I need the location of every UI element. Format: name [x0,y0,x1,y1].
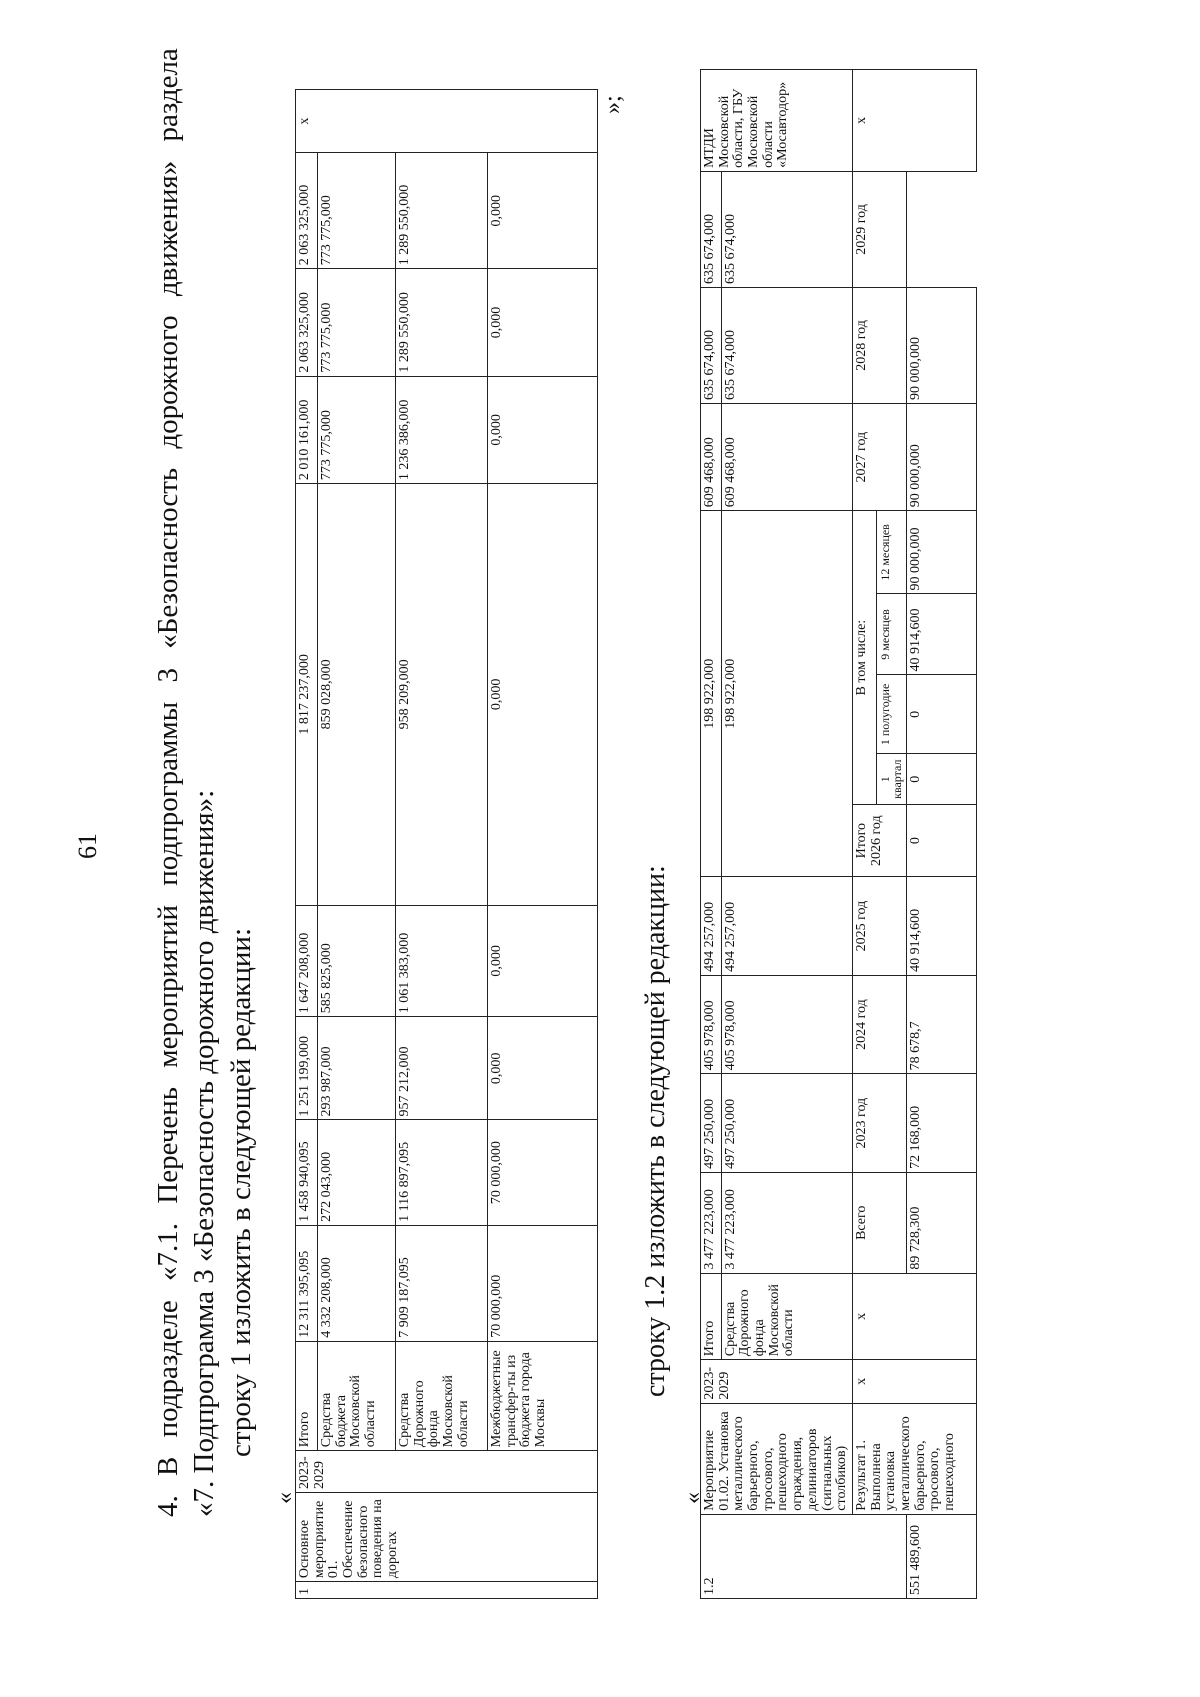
cell-2029: 635 674,000 [701,171,722,287]
cell-2029: 1 289 550,000 [396,153,488,269]
source: Итого [296,1341,318,1450]
measure-name: Мероприятие 01.02. Установка металлического барьерного, тросового, пешеходного ограждения, делиниаторов (сигнальных столбиков) [701,1403,853,1514]
cell-2026: 0,000 [488,484,598,905]
source: Средства Дорожного фонда Московской области [396,1341,488,1450]
close-quote: »; [600,95,626,114]
table-row [296,90,318,1599]
table-row [396,90,488,1599]
source: Средства Дорожного фонда Московской области [721,1273,852,1360]
cell-2026: 958 209,000 [396,484,488,905]
value-m9: 0 [907,675,977,754]
cell-2027: 0,000 [488,376,598,483]
cell-2026: 198 922,000 [721,511,852,877]
header-2029: 2029 год [852,171,906,287]
heading-line-1: 4. В подразделе «7.1. Перечень мероприятий подпрограммы 3 «Безопасность дорожного движения» раздела [152,48,184,1517]
cell-total: 70 000,000 [488,1225,598,1341]
row-number: 1 [296,1582,598,1599]
header-including: В том числе: [852,511,876,805]
cell-2025: 494 257,000 [721,877,852,976]
result-x: х [852,70,976,172]
table-1 [295,89,598,1599]
cell-2023: 272 043,000 [318,1120,396,1225]
header-m12: 12 месяцев [876,511,906,594]
result-name: Результат 1. Выполнена установка металлического барьерного, тросового, пешеходного [852,1403,976,1514]
period: 2023-2029 [701,1360,853,1403]
source: Межбюджетные трансфер-ты из бюджета города Москвы [488,1341,598,1450]
value-q1: 0 [907,805,977,877]
period: 2023-2029 [296,1451,598,1493]
result-x: х [852,1360,976,1403]
value-total: 551 489,600 [907,1514,977,1598]
cell-2023: 70 000,000 [488,1120,598,1225]
cell-2024: 405 978,000 [701,975,722,1074]
cell-2025: 1 061 383,000 [396,905,488,1017]
cell-2023: 497 250,000 [721,1074,852,1173]
cell-2029: 0,000 [488,153,598,269]
value-2026: 40 914,600 [907,877,977,976]
cell-2026: 198 922,000 [701,511,722,877]
table-2 [700,69,977,1599]
header-2027: 2027 год [852,403,906,510]
header-m9: 9 месяцев [876,594,906,675]
cell-2025: 1 647 208,000 [296,905,318,1017]
value-2027: 90 000,000 [907,511,977,594]
cell-2028: 0,000 [488,269,598,376]
value-2028: 90 000,000 [907,403,977,510]
cell-2029: 773 775,000 [318,153,396,269]
cell-2024: 293 987,000 [318,1017,396,1120]
cell-2029: 2 063 325,000 [296,153,318,269]
cell-2026: 1 817 237,000 [296,484,318,905]
value-2023: 89 728,300 [907,1172,977,1273]
table-row [701,70,722,1599]
open-quote-2: « [680,1492,706,1504]
cell-2027: 773 775,000 [318,376,396,483]
cell-2025: 585 825,000 [318,905,396,1017]
subheading: строку 1.2 изложить в следующей редакции: [640,865,671,1397]
cell-total: 3 477 223,000 [721,1172,852,1273]
cell-2024: 957 212,000 [396,1017,488,1120]
source: Итого [701,1273,722,1360]
cell-2027: 609 468,000 [701,403,722,510]
cell-2024: 405 978,000 [721,975,852,1074]
cell-2025: 494 257,000 [701,877,722,976]
cell-total: 12 311 395,095 [296,1225,318,1341]
cell-total: 7 909 187,095 [396,1225,488,1341]
cell-2029: 635 674,000 [721,171,852,287]
cell-2024: 1 251 199,000 [296,1017,318,1120]
table-row [318,90,396,1599]
header-2024: 2024 год [852,975,906,1074]
responsible: МТДИ Московской области, ГБУ Московской области «Мосавтодор» [701,70,853,172]
row-number: 1.2 [701,1514,907,1598]
value-2025: 78 678,7 [907,975,977,1074]
measure-name: Основное мероприятие 01. Обеспечение безопасного поведения на дорогах [296,1492,598,1581]
cell-2027: 609 468,000 [721,403,852,510]
cell-2028: 773 775,000 [318,269,396,376]
cell-2023: 1 116 897,095 [396,1120,488,1225]
cell-2028: 635 674,000 [721,287,852,403]
cell-2023: 1 458 940,095 [296,1120,318,1225]
header-h1: 1 полугодие [876,675,906,754]
page-number: 61 [73,833,102,859]
cell-2024: 0,000 [488,1017,598,1120]
result-x: х [852,1273,976,1360]
value-2024: 72 168,000 [907,1074,977,1173]
value-2029: 90 000,000 [907,287,977,403]
cell-2023: 497 250,000 [701,1074,722,1173]
header-2025: 2025 год [852,877,906,976]
cell-2027: 1 236 386,000 [396,376,488,483]
heading-line-2: «7. Подпрограмма 3 «Безопасность дорожного движения»: [188,789,221,1517]
responsible: х [296,90,598,153]
header-2028: 2028 год [852,287,906,403]
value-m12: 40 914,600 [907,594,977,675]
table-row [488,90,598,1599]
cell-total: 4 332 208,000 [318,1225,396,1341]
cell-2027: 2 010 161,000 [296,376,318,483]
heading [150,48,259,1517]
cell-total: 3 477 223,000 [701,1172,722,1273]
header-2023: 2023 год [852,1074,906,1173]
cell-2025: 0,000 [488,905,598,1017]
source: Средства бюджета Московской области [318,1341,396,1450]
cell-2026: 859 028,000 [318,484,396,905]
cell-2028: 2 063 325,000 [296,269,318,376]
cell-2028: 635 674,000 [701,287,722,403]
cell-2028: 1 289 550,000 [396,269,488,376]
heading-line-3: строку 1 изложить в следующей редакции: [224,928,257,1457]
header-2026: Итого 2026 год [852,805,906,877]
value-h1: 0 [907,754,977,805]
header-total: Всего [852,1172,906,1273]
table-row [852,70,876,1599]
open-quote-1: « [272,1492,298,1504]
header-q1: 1 квартал [876,754,906,805]
